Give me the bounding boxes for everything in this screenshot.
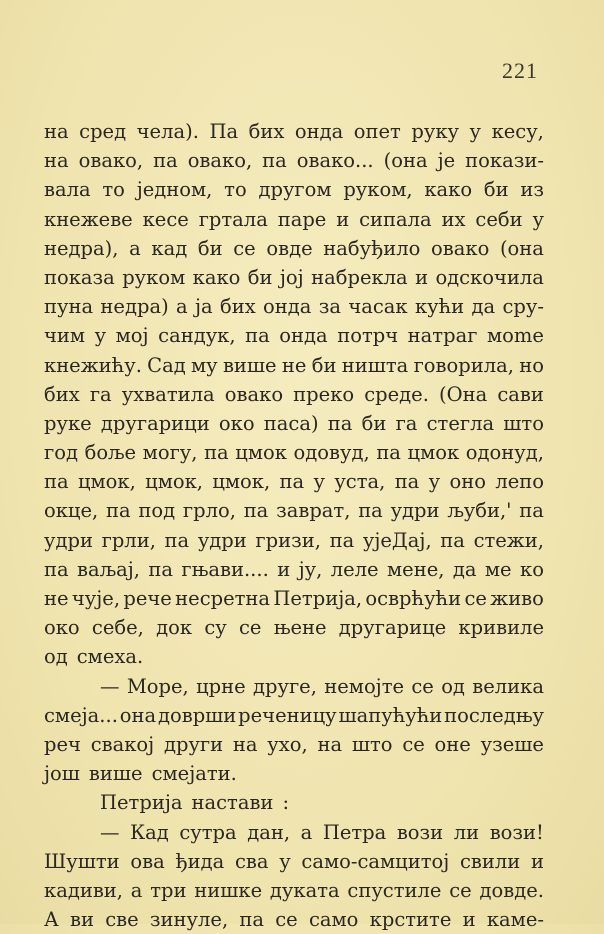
word: онда — [279, 324, 328, 348]
word: овако — [224, 382, 284, 406]
word: па — [519, 499, 544, 523]
word: само-самцитој — [301, 849, 450, 873]
word: ова — [130, 849, 165, 873]
word: а — [130, 878, 143, 902]
word: себи — [475, 207, 523, 231]
word: не — [44, 587, 69, 610]
word: могу, — [142, 441, 198, 465]
word: се — [402, 732, 425, 756]
word: одовуд, — [293, 441, 370, 465]
word: грло, — [182, 499, 236, 523]
word: другарици — [100, 411, 210, 435]
word: другом — [258, 178, 332, 202]
word: се — [275, 908, 298, 932]
word: под — [138, 499, 176, 523]
word: још — [44, 762, 80, 786]
word: у — [279, 849, 291, 873]
word: чела). — [136, 120, 199, 143]
word: оне — [434, 732, 471, 756]
word: и — [336, 207, 350, 231]
word: показа — [44, 265, 115, 289]
word: их — [441, 207, 466, 231]
word: кнежеве — [44, 207, 133, 231]
word: свакој — [90, 732, 155, 756]
word: би — [197, 236, 223, 260]
word: се — [233, 236, 256, 260]
text-line — [44, 672, 544, 701]
word: ваљај, — [77, 557, 140, 581]
word: ухо, — [267, 732, 308, 756]
word: љуби,' — [447, 499, 512, 523]
word: грли, — [101, 528, 156, 552]
word: свили — [460, 849, 521, 873]
page-number: 221 — [502, 58, 538, 83]
word: вала — [44, 178, 91, 202]
word: каме- — [486, 908, 544, 932]
word: како — [424, 178, 473, 202]
word: други — [163, 732, 224, 756]
text-line — [44, 205, 544, 234]
word: руком — [122, 265, 186, 289]
word: довде. — [479, 878, 544, 902]
word: велика — [472, 674, 544, 698]
text-line — [44, 876, 544, 905]
word: несретна — [175, 587, 271, 610]
word: на — [44, 120, 69, 143]
word: немојте — [324, 674, 405, 698]
word: из — [520, 178, 544, 202]
text-line — [44, 467, 544, 496]
word: (Она — [439, 382, 488, 406]
word: у — [94, 324, 107, 348]
word: недра) — [100, 295, 169, 319]
word: часак — [348, 295, 408, 319]
text-line — [44, 818, 544, 847]
word: паре — [277, 207, 327, 231]
word: сред — [79, 120, 127, 143]
text-line — [44, 847, 544, 876]
word: овако, — [78, 149, 144, 173]
word: онда — [294, 120, 344, 143]
word: а — [129, 236, 141, 260]
word: кривиле — [458, 616, 544, 640]
word: реч — [44, 732, 81, 756]
word: више — [222, 353, 277, 377]
word: га — [395, 411, 418, 435]
word: би — [361, 411, 387, 435]
word: што — [351, 732, 393, 756]
word: овако — [431, 236, 490, 260]
word: у — [313, 470, 325, 494]
text-line — [44, 409, 544, 438]
word: па — [239, 908, 265, 932]
word: шапућући — [338, 703, 443, 727]
word: руку — [411, 120, 460, 143]
text-line — [44, 380, 544, 409]
word: стежи, — [473, 528, 544, 552]
word: осврћући — [365, 587, 462, 610]
word: дуката — [269, 878, 340, 902]
word: се — [238, 616, 262, 640]
word: стегла — [426, 411, 495, 435]
word: лепо — [495, 470, 544, 494]
word: гризи, — [255, 528, 321, 552]
word: вози! — [489, 820, 544, 844]
word: ујеДај, — [362, 528, 432, 552]
word: и — [462, 908, 476, 932]
text-line — [44, 438, 544, 467]
text-line — [44, 555, 544, 584]
word: па — [148, 557, 173, 581]
word: говорила, — [413, 353, 514, 377]
word: па — [245, 324, 270, 348]
word: недра), — [44, 236, 119, 260]
word: чује, — [71, 587, 121, 610]
word: се — [411, 674, 434, 698]
word: цмок — [407, 441, 460, 465]
text-line — [44, 321, 544, 350]
text-line — [44, 788, 544, 817]
word: вози — [396, 820, 444, 844]
word: спустиле — [347, 878, 442, 902]
word: па — [376, 441, 401, 465]
word: рече — [123, 587, 172, 610]
word: око — [218, 411, 255, 435]
word: настави — [191, 791, 274, 815]
word: па — [204, 441, 229, 465]
word: а — [300, 820, 313, 844]
word: ли — [453, 820, 480, 844]
word: : — [282, 791, 290, 815]
word: опет — [353, 120, 401, 143]
text-line — [44, 526, 544, 555]
text-line — [44, 730, 544, 759]
word: но — [519, 353, 544, 377]
word: бих — [44, 382, 80, 406]
text-line — [44, 263, 544, 292]
word: ме — [484, 557, 512, 581]
word: у — [428, 470, 441, 494]
text-line — [44, 117, 544, 146]
word: у — [469, 120, 482, 143]
text-line — [44, 234, 544, 263]
word: ја — [194, 295, 213, 319]
word: руке — [44, 411, 92, 435]
word: одскочила — [435, 265, 544, 289]
word: па — [327, 411, 353, 435]
text-line — [44, 496, 544, 525]
word: му — [191, 353, 218, 377]
word: преко — [293, 382, 355, 406]
word: цмок, — [77, 470, 136, 494]
word: па — [394, 470, 420, 494]
text-line — [44, 175, 544, 204]
word: ви — [70, 908, 94, 932]
word: кад — [151, 236, 188, 260]
word: друге, — [252, 674, 317, 698]
word: црне — [196, 674, 246, 698]
word: Петрија, — [273, 587, 363, 610]
word: да — [471, 295, 496, 319]
word: у — [532, 207, 544, 231]
word: онда — [263, 295, 312, 319]
word: кесу, — [491, 120, 544, 143]
word: и — [277, 557, 291, 581]
word: А — [44, 908, 59, 932]
text-line — [44, 584, 544, 613]
word: смеја... — [44, 703, 118, 727]
word: паса) — [263, 411, 319, 435]
text-line — [44, 759, 544, 788]
word: — — [100, 820, 120, 844]
word: и — [531, 849, 544, 873]
word: одонуд, — [465, 441, 544, 465]
word: Сад — [147, 353, 186, 377]
word: ко — [520, 557, 544, 581]
word: другарице — [338, 616, 447, 640]
word: сипала — [359, 207, 432, 231]
word: мome — [486, 324, 544, 348]
word: заврат, — [276, 499, 351, 523]
word: овако, — [187, 149, 253, 173]
word: кадиви, — [44, 878, 123, 902]
word: кесе — [142, 207, 189, 231]
word: ју, — [298, 557, 323, 581]
word: па — [279, 470, 305, 494]
word: леле — [330, 557, 379, 581]
word: па — [243, 499, 269, 523]
word: се — [449, 878, 472, 902]
body-text — [44, 117, 544, 934]
word: да — [452, 557, 477, 581]
word: то — [224, 178, 247, 202]
word: и — [415, 265, 429, 289]
word: се — [464, 587, 487, 610]
word: кући — [414, 295, 465, 319]
word: то — [102, 178, 125, 202]
text-line — [44, 351, 544, 380]
text-line — [44, 642, 544, 671]
word: мене, — [386, 557, 445, 581]
word: од — [441, 674, 465, 698]
word: цмок, — [145, 470, 203, 494]
word: удри — [197, 528, 247, 552]
word: па — [329, 528, 355, 552]
word: смеха. — [76, 645, 144, 669]
word: потрч — [337, 324, 399, 348]
word: Шушти — [44, 849, 120, 873]
word: око — [44, 616, 80, 640]
word: цмок, — [212, 470, 271, 494]
word: окце, — [44, 499, 99, 523]
word: Петрија — [100, 791, 183, 815]
word: реченицу — [238, 703, 337, 727]
word: последњу — [444, 703, 544, 727]
word: цмок — [235, 441, 287, 465]
word: а — [176, 295, 188, 319]
word: га — [89, 382, 112, 406]
word: натраг — [407, 324, 478, 348]
word: боље — [84, 441, 137, 465]
word: овде — [266, 236, 313, 260]
word: чим — [44, 324, 86, 348]
word: (она — [499, 236, 544, 260]
word: оно — [449, 470, 486, 494]
text-line — [44, 701, 544, 730]
word: дан, — [247, 820, 291, 844]
word: покази- — [465, 149, 544, 173]
word: Па — [209, 120, 239, 143]
word: је — [437, 149, 456, 173]
word: сру- — [502, 295, 544, 319]
word: овако... — [296, 149, 374, 173]
word: сандук, — [158, 324, 236, 348]
word: сва — [234, 849, 269, 873]
word: сутра — [179, 820, 237, 844]
word: би — [483, 178, 509, 202]
word: за — [318, 295, 342, 319]
word: ђида — [175, 849, 225, 873]
word: сави — [497, 382, 544, 406]
word: набуђило — [323, 236, 421, 260]
word: Петра — [322, 820, 387, 844]
word: Кад — [130, 820, 169, 844]
word: па — [153, 149, 178, 173]
word: не — [281, 353, 307, 377]
word: више — [88, 762, 143, 786]
word: би — [311, 353, 337, 377]
word: нишке — [194, 878, 263, 902]
word: ухватила — [121, 382, 215, 406]
word: (она — [383, 149, 428, 173]
word: једном, — [136, 178, 213, 202]
word: што — [503, 411, 544, 435]
word: среде. — [364, 382, 429, 406]
word: мој — [115, 324, 149, 348]
word: бих — [219, 295, 256, 319]
word: па — [105, 499, 131, 523]
word: на — [317, 732, 343, 756]
word: — — [100, 674, 120, 698]
word: удри — [44, 528, 93, 552]
text-line — [44, 905, 544, 934]
word: уста, — [334, 470, 386, 494]
word: смејати. — [151, 762, 237, 786]
word: ништа — [341, 353, 409, 377]
word: њене — [273, 616, 327, 640]
word: све — [105, 908, 139, 932]
word: па — [164, 528, 190, 552]
word: па — [44, 557, 69, 581]
word: на — [232, 732, 258, 756]
word: год — [44, 441, 78, 465]
text-line — [44, 146, 544, 175]
word: руком, — [343, 178, 413, 202]
text-line — [44, 613, 544, 642]
word: па — [358, 499, 383, 523]
word: су — [204, 616, 227, 640]
word: крстите — [369, 908, 452, 932]
word: три — [150, 878, 187, 902]
word: бих — [248, 120, 285, 143]
word: живо — [490, 587, 544, 610]
word: кнежићу. — [44, 353, 142, 377]
word: она — [119, 703, 157, 727]
word: пуна — [44, 295, 94, 319]
word: себе, — [91, 616, 144, 640]
word: од — [44, 645, 68, 669]
word: доврши — [157, 703, 237, 727]
word: удри — [390, 499, 440, 523]
word: па — [262, 149, 287, 173]
word: гртала — [198, 207, 268, 231]
word: набрекла — [311, 265, 408, 289]
word: узеше — [480, 732, 544, 756]
word: па — [44, 470, 69, 494]
word: док — [156, 616, 193, 640]
word: зинуле, — [149, 908, 229, 932]
word: јој — [279, 265, 304, 289]
word: како — [192, 265, 241, 289]
word: Море, — [126, 674, 189, 698]
word: би — [247, 265, 273, 289]
word: само — [308, 908, 359, 932]
text-line — [44, 292, 544, 321]
word: на — [44, 149, 69, 173]
word: па — [440, 528, 465, 552]
word: гњави.... — [181, 557, 269, 581]
